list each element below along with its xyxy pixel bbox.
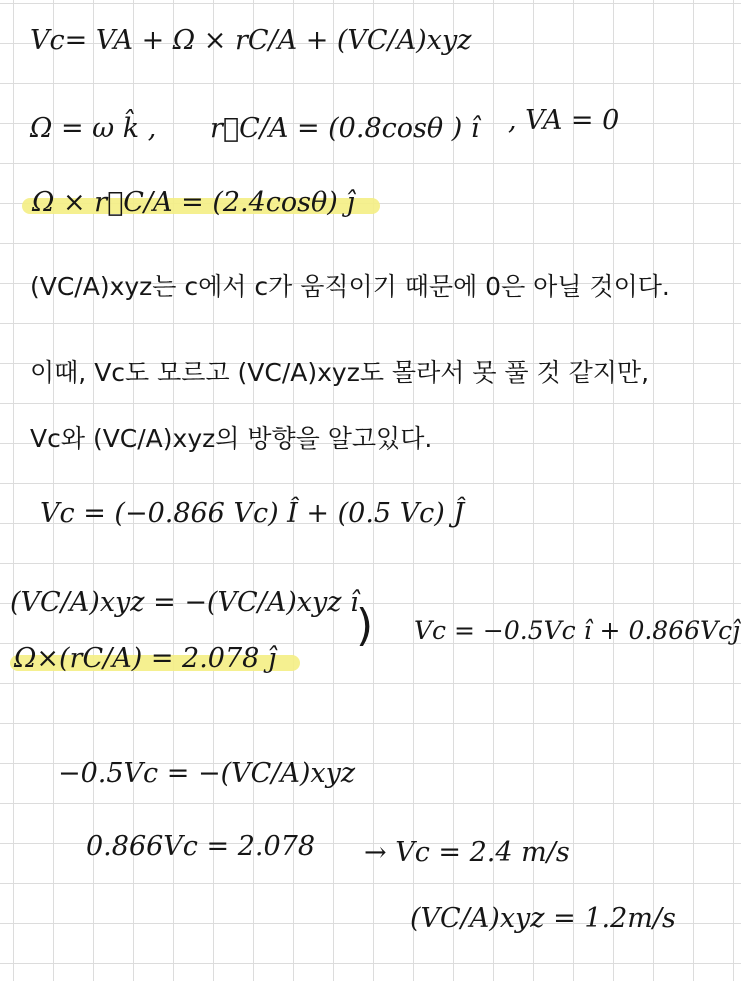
equation-omega: Ω = ω k̂ , xyxy=(30,113,157,144)
equation-relative-velocity-direction: (VC/A)xyz = −(VC/A)xyz î xyxy=(10,587,359,618)
equation-relative-velocity: Vc= VA + Ω × rC/A + (VC/A)xyz xyxy=(30,25,472,56)
equation-i-component: −0.5Vc = −(VC/A)xyz xyxy=(58,758,356,789)
equation-omega-cross-r-value: Ω×(rC/A) = 2.078 ĵ xyxy=(14,643,277,674)
result-relative-velocity: (VC/A)xyz = 1.2m/s xyxy=(410,903,676,934)
brace: ) xyxy=(356,600,374,651)
note-directions-known: Vc와 (VC/A)xyz의 방향을 알고있다. xyxy=(30,424,433,453)
equation-j-component: 0.866Vc = 2.078 xyxy=(86,831,315,862)
result-vc: → Vc = 2.4 m/s xyxy=(364,837,570,868)
equation-vc-components: Vc = (−0.866 Vc) Î + (0.5 Vc) Ĵ xyxy=(40,498,465,529)
note-relative-velocity-nonzero: (VC/A)xyz는 c에서 c가 움직이기 때문에 0은 아닐 것이다. xyxy=(30,272,670,301)
equation-vc-unit-vectors: Vc = −0.5Vc î + 0.866Vcĵ xyxy=(414,616,740,645)
equation-omega-cross-r: Ω × r⃗C/A = (2.4cosθ) ĵ xyxy=(32,187,355,218)
note-unknowns: 이때, Vc도 모르고 (VC/A)xyz도 몰라서 못 풀 것 같지만, xyxy=(30,358,650,387)
equation-va-zero: , VA = 0 xyxy=(508,105,620,136)
equation-position-vector: r⃗C/A = (0.8cosθ ) î xyxy=(210,113,480,144)
